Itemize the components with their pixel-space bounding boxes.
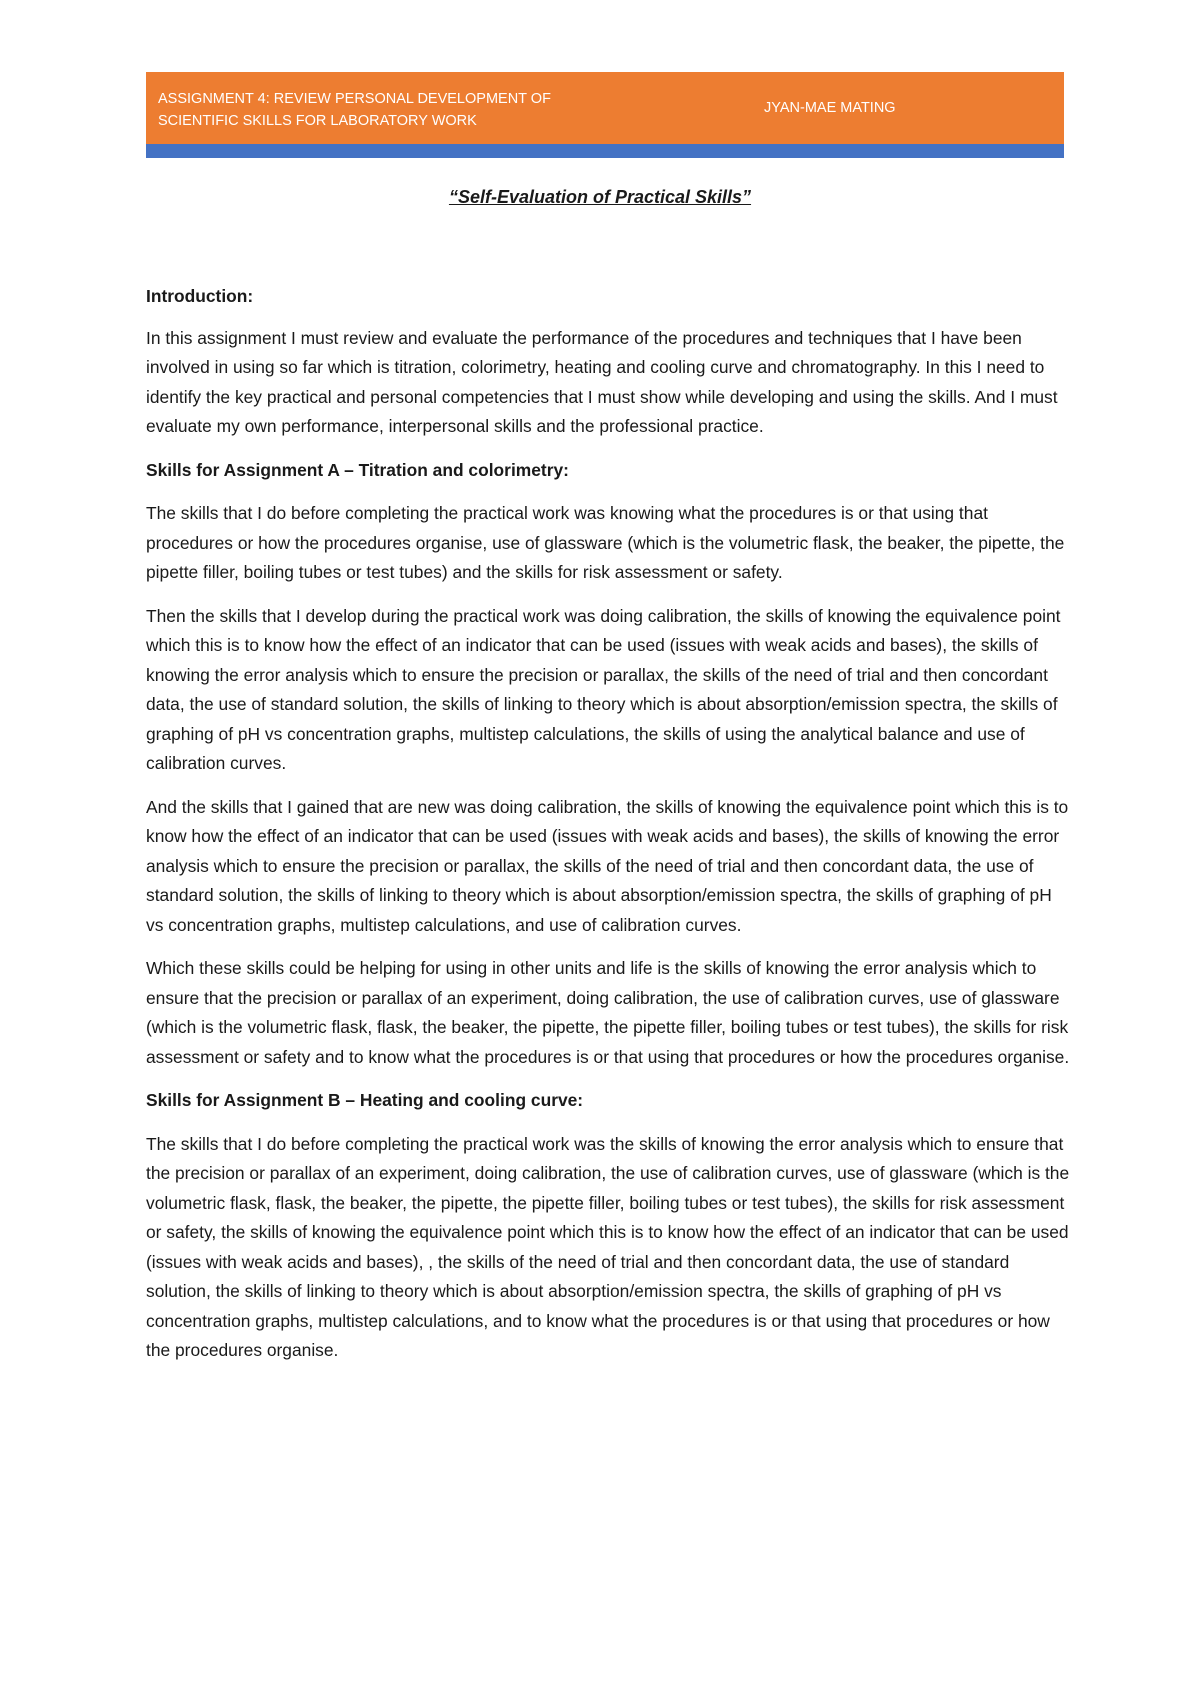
header-title-line1: ASSIGNMENT 4: REVIEW PERSONAL DEVELOPMENT OF — [158, 91, 551, 107]
header-accent-bar — [146, 144, 1064, 158]
header-title — [158, 88, 598, 132]
introduction-paragraph: In this assignment I must review and evaluate the performance of the procedures and techniques that I have been involved in using so far which is titration, colorimetry, heating and cooling curve and chromatography. In this I need to identify the key practical and personal competencies that I must show while developing and using the skills. And I must evaluate my own performance, interpersonal skills and the professional practice. — [146, 327, 1058, 436]
document-title: “Self-Evaluation of Practical Skills” — [448, 187, 752, 207]
assignment-b-heading: Skills for Assignment B – Heating and cooling curve: — [146, 1090, 584, 1110]
assignment-b-paragraph-1: The skills that I do before completing the practical work was the skills of knowing the error analysis which to ensure that the precision or parallax of an experiment, doing calibration, the use of calibration curves, use of glassware (which is the volumetric flask, flask, the beaker, the pipette, the pipette filler, boiling tubes or test tubes), the skills for risk assessment or safety, the skills of knowing the equivalence point which this is to know how the effect of an indicator that can be used (issues with weak acids and bases), , the skills of the need of trial and then concordant data, the use of standard solution, the skills of linking to theory which is about absorption/emission spectra, the skills of graphing of pH vs concentration graphs, multistep calculations, and to know what the procedures is or that using that procedures or how the procedures organise. — [146, 1133, 1070, 1360]
document-body — [146, 282, 1070, 1380]
header-author: JYAN-MAE MATING — [764, 100, 896, 116]
assignment-a-paragraph-2: Then the skills that I develop during the practical work was doing calibration, the skills of knowing the equivalence point which this is to know how the effect of an indicator that can be used (issues with weak acids and bases), the skills of knowing the error analysis which to ensure the precision or parallax, the skills of the need of trial and then concordant data, the use of standard solution, the skills of linking to theory which is about absorption/emission spectra, the skills of graphing of pH vs concentration graphs, multistep calculations, the skills of using the analytical balance and use of calibration curves. — [146, 605, 1061, 773]
header-title-line2: SCIENTIFIC SKILLS FOR LABORATORY WORK — [158, 113, 477, 129]
assignment-a-paragraph-3: And the skills that I gained that are new was doing calibration, the skills of knowing the equivalence point which this is to know how the effect of an indicator that can be used (issues with weak acids and bases), the skills of knowing the error analysis which to ensure the precision or parallax, the skills of the need of trial and then concordant data, the use of standard solution, the skills of linking to theory which is about absorption/emission spectra, the skills of graphing of pH vs concentration graphs, multistep calculations, and use of calibration curves. — [146, 796, 1069, 935]
introduction-heading: Introduction: — [146, 286, 254, 306]
assignment-a-paragraph-1: The skills that I do before completing the practical work was knowing what the procedures is or that using that procedures or how the procedures organise, use of glassware (which is the volumetric flask, the beaker, the pipette, the pipette filler, boiling tubes or test tubes) and the skills for risk assessment or safety. — [146, 503, 1065, 582]
header-band — [146, 72, 1064, 144]
assignment-a-paragraph-4: Which these skills could be helping for using in other units and life is the skills of knowing the error analysis which to ensure that the precision or parallax of an experiment, doing calibration, the use of calibration curves, use of glassware (which is the volumetric flask, flask, the beaker, the pipette, the pipette filler, boiling tubes or test tubes), the skills for risk assessment or safety and to know what the procedures is or that using that procedures or how the procedures organise. — [146, 958, 1070, 1067]
assignment-a-heading: Skills for Assignment A – Titration and colorimetry: — [146, 459, 569, 480]
